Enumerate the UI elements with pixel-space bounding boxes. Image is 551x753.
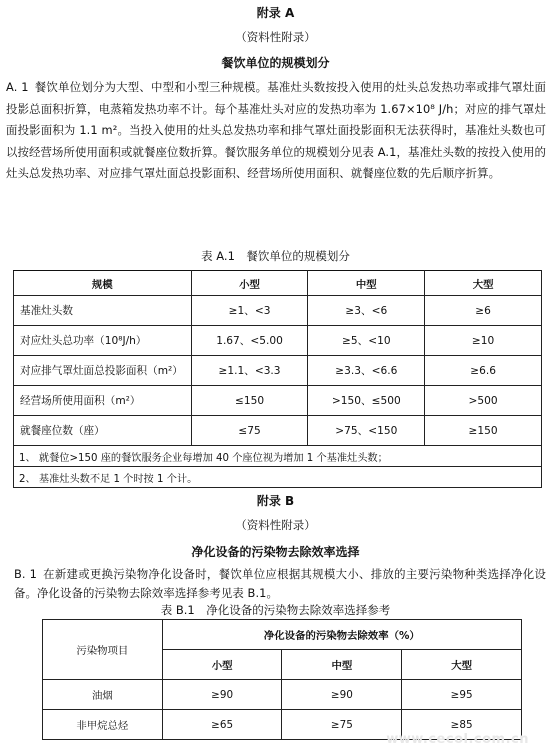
table-header-row [43, 620, 522, 650]
table-cell: ≥6 [425, 296, 542, 326]
appendix-b-title: 净化设备的污染物去除效率选择 [191, 545, 360, 559]
table-cell: ≥6.6 [425, 356, 542, 386]
group-header-cell: 净化设备的污染物去除效率（%） [162, 620, 521, 650]
header-cell: 污染物项目 [43, 620, 163, 680]
table-cell: ≥65 [162, 710, 282, 740]
table-cell: ≥10 [425, 326, 542, 356]
table-cell: ≥90 [162, 680, 282, 710]
row-label: 对应排气罩灶面总投影面积（m²） [14, 356, 192, 386]
table-cell: ≥150 [425, 416, 542, 446]
header-cell: 小型 [191, 271, 308, 296]
table-cell: ≥85 [402, 710, 522, 740]
header-cell: 规模 [14, 271, 192, 296]
table-row [43, 680, 522, 710]
table-row [14, 416, 542, 446]
appendix-a-heading: 附录 A [256, 6, 295, 20]
table-cell: ≥1.1、<3.3 [191, 356, 308, 386]
table-cell: ≥5、<10 [308, 326, 425, 356]
table-a1 [13, 270, 542, 488]
row-label: 经营场所使用面积（m²） [14, 386, 192, 416]
table-a1-caption: 表 A.1 餐饮单位的规模划分 [201, 249, 350, 263]
table-cell: >75、<150 [308, 416, 425, 446]
table-row [14, 386, 542, 416]
appendix-a-note: （资料性附录） [235, 30, 316, 44]
table-cell: ≥3.3、<6.6 [308, 356, 425, 386]
table-cell: >150、≤500 [308, 386, 425, 416]
header-cell: 大型 [425, 271, 542, 296]
row-label: 油烟 [43, 680, 163, 710]
watermark: www.cecol.com.cn [386, 732, 529, 747]
table-cell: >500 [425, 386, 542, 416]
table-row [14, 296, 542, 326]
paragraph-text: 在新建或更换污染物净化设备时，餐饮单位应根据其规模大小、排放的主要污染物种类选择净化设备。净化设备的污染物去除效率选择参考见表 B.1。 [14, 567, 546, 600]
appendix-a-paragraph [6, 77, 546, 185]
table-note-row [14, 467, 542, 488]
table-note: 1、 就餐位>150 座的餐饮服务企业每增加 40 个座位视为增加 1 个基准灶头数； [14, 446, 542, 467]
table-cell: ≤75 [191, 416, 308, 446]
appendix-b-heading: 附录 B [256, 494, 295, 508]
appendix-b-paragraph [14, 565, 546, 603]
table-b1 [42, 619, 522, 740]
header-cell: 中型 [282, 650, 402, 680]
table-row [14, 326, 542, 356]
table-cell: ≤150 [191, 386, 308, 416]
table-cell: ≥75 [282, 710, 402, 740]
paragraph-text: 餐饮单位划分为大型、中型和小型三种规模。基准灶头数按投入使用的灶头总发热功率或排气罩灶面投影总面积折算，电蒸箱发热功率不计。每个基准灶头对应的发热功率为 1.67×10⁸ J/h；对应的排气罩灶面投影面积为 1.1 m²。当投入使用的灶头总发热功率和排气罩灶面投影面积无法获得时，基准灶头数也可以按经营场所使用面积或就餐座位数折算。餐饮服务单位的规模划分见表 A.1，基准灶头数的按投入使用的灶头总发热功率、对应排气罩灶面总投影面积、经营场所使用面积、就餐座位数的先后顺序折算。 [6, 80, 547, 180]
table-cell: ≥90 [282, 680, 402, 710]
row-label: 非甲烷总烃 [43, 710, 163, 740]
table-cell: ≥1、<3 [191, 296, 308, 326]
row-label: 对应灶头总功率（10⁸J/h） [14, 326, 192, 356]
table-b1-caption: 表 B.1 净化设备的污染物去除效率选择参考 [160, 603, 391, 617]
header-cell: 中型 [308, 271, 425, 296]
row-label: 基准灶头数 [14, 296, 192, 326]
appendix-a-title: 餐饮单位的规模划分 [221, 56, 330, 70]
table-row [14, 356, 542, 386]
table-cell: ≥3、<6 [308, 296, 425, 326]
table-note-row [14, 446, 542, 467]
table-cell: ≥95 [402, 680, 522, 710]
row-label: 就餐座位数（座） [14, 416, 192, 446]
header-cell: 大型 [402, 650, 522, 680]
table-header-row [14, 271, 542, 296]
header-cell: 小型 [162, 650, 282, 680]
table-cell: 1.67、<5.00 [191, 326, 308, 356]
appendix-b-note: （资料性附录） [235, 518, 316, 532]
table-note: 2、 基准灶头数不足 1 个时按 1 个计。 [14, 467, 542, 488]
paragraph-label: B. 1 [14, 567, 37, 581]
paragraph-label: A. 1 [6, 80, 29, 94]
